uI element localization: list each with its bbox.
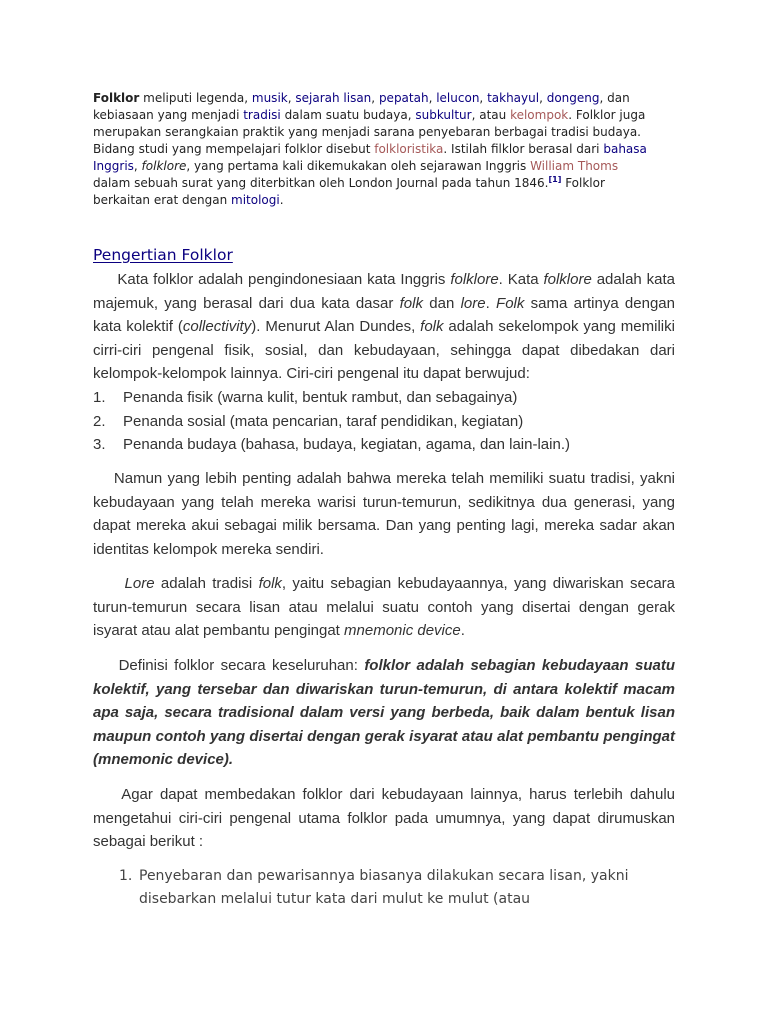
- text-run: adalah kata majemuk, yang berasal dari dua kata dasar: [93, 271, 675, 312]
- characteristics-list: [119, 865, 675, 911]
- wiki-link[interactable]: lelucon: [436, 91, 480, 105]
- italic-term: folklore: [141, 159, 187, 173]
- list-text: Penyebaran dan pewarisannya biasanya dilakukan secara lisan, yakni disebarkan melalui tutur kata dari mulut ke mulut (atau: [139, 868, 629, 907]
- text-run: adalah tradisi: [154, 575, 259, 592]
- wiki-link[interactable]: takhayul: [487, 91, 540, 105]
- wiki-link-missing[interactable]: kelompok: [510, 108, 569, 122]
- italic-term: folk: [399, 294, 423, 312]
- text-run: , yang pertama kali dikemukakan oleh sejarawan Inggris: [186, 159, 531, 173]
- intro-paragraph: [93, 90, 653, 209]
- text-run: ,: [479, 91, 488, 105]
- list-item: [93, 386, 675, 410]
- text-run: [93, 575, 125, 592]
- identifier-list: [93, 386, 675, 457]
- wiki-link-missing[interactable]: folkloristika: [374, 142, 444, 156]
- text-run: . Istilah filklor berasal dari: [443, 142, 604, 156]
- wiki-link-missing[interactable]: William Thoms: [530, 159, 619, 173]
- list-text: Penanda budaya (bahasa, budaya, kegiatan, agama, dan lain-lain.): [123, 436, 570, 453]
- wiki-link[interactable]: mitologi: [231, 193, 280, 207]
- text-run: dalam sebuah surat yang diterbitkan oleh London Journal pada tahun 1846.: [93, 176, 549, 190]
- italic-term: folk: [420, 318, 444, 335]
- section-heading[interactable]: Pengertian Folklor: [93, 246, 233, 264]
- text-run: ,: [371, 91, 379, 105]
- paragraph-lore: [93, 572, 675, 643]
- text-run: ,: [133, 159, 142, 173]
- list-number: 1.: [93, 389, 106, 406]
- text-run: Kata folklor adalah pengindonesiaan kata Inggris: [93, 271, 451, 288]
- text-run: dan: [422, 294, 461, 312]
- text-run: Definisi folklor secara keseluruhan:: [93, 657, 365, 674]
- text-run: . Kata: [498, 271, 544, 288]
- text-run: ). Menurut Alan Dundes,: [251, 318, 421, 335]
- list-number: 3.: [93, 436, 106, 453]
- text-run: Namun yang lebih penting adalah bahwa mereka telah memiliki suatu tradisi, yakni kebudayaan yang telah mereka warisi turun-temurun, sedikitnya dua generasi, yang dapat mereka akui sebagai milik bersama. Dan yang penting lagi, mereka sadar akan identitas kelompok mereka sendiri.: [93, 470, 675, 558]
- paragraph-full-definition: [93, 654, 675, 772]
- italic-term: folklore: [450, 271, 499, 288]
- italic-term: lore: [460, 294, 486, 312]
- text-run: , dan kebiasaan yang menjadi: [93, 91, 630, 122]
- text-run: ,: [539, 91, 547, 105]
- emphasis-text: folklor adalah sebagian kebudayaan suatu kolektif, yang tersebar dan diwariskan turun-temurun, di antara kolektif macam apa saja, secara tradisional dalam versi yang berbeda, baik dalam bentuk lisan maupun contoh yang disertai dengan gerak isyarat atau alat pembantu pengingat (mnemonic device).: [93, 657, 675, 768]
- text-run: .: [279, 193, 284, 207]
- text-run: ,: [428, 91, 437, 105]
- paragraph-characteristics: [93, 783, 675, 854]
- text-run: , atau: [471, 108, 511, 122]
- list-text: Penanda fisik (warna kulit, bentuk rambut, dan sebagainya): [123, 389, 518, 406]
- wiki-link[interactable]: subkultur: [415, 108, 472, 122]
- text-run: meliputi legenda,: [139, 91, 252, 105]
- text-run: ,: [287, 91, 296, 105]
- wiki-link[interactable]: pepatah: [378, 91, 429, 105]
- wiki-link[interactable]: sejarah lisan: [295, 91, 372, 105]
- text-run: Agar dapat membedakan folklor dari kebudayaan lainnya, harus terlebih dahulu mengetahui ciri-ciri pengenal utama folklor pada umumnya, yang dapat dirumuskan sebagai berikut :: [93, 786, 675, 850]
- text-run: .: [460, 622, 465, 639]
- wiki-link[interactable]: tradisi: [243, 108, 281, 122]
- text-run: dalam suatu budaya,: [280, 108, 416, 122]
- italic-term: mnemonic device: [344, 622, 461, 639]
- text-run: . Folklor juga merupakan serangkaian praktik yang menjadi sarana penyebaran berbagai tradisi budaya. Bidang studi yang mempelajari folklor disebut: [93, 108, 646, 156]
- list-number: 1.: [119, 868, 133, 884]
- italic-term: collectivity: [182, 318, 252, 335]
- wiki-link[interactable]: bahasa Inggris: [93, 142, 647, 173]
- italic-term: folk: [258, 575, 282, 592]
- italic-term: Lore: [124, 575, 155, 592]
- italic-term: Folk: [496, 294, 525, 312]
- text-run: adalah sekelompok yang memiliki cirri-ciri pengenal fisik, sosial, dan kebudayaan, sehingga dapat dibedakan dari kelompok-kelompok lainnya. Ciri-ciri pengenal itu dapat berwujud:: [93, 318, 675, 382]
- list-number: 2.: [93, 412, 106, 430]
- list-item: [93, 433, 675, 457]
- text-run: Folklor berkaitan erat dengan: [93, 176, 605, 207]
- list-item: [119, 865, 675, 911]
- text-run: sama artinya dengan kata kolektif (: [93, 294, 675, 335]
- citation-link[interactable]: [1]: [548, 175, 562, 184]
- paragraph-tradition: [93, 467, 675, 561]
- text-run: .: [485, 294, 497, 312]
- wiki-link[interactable]: musik: [251, 91, 288, 105]
- list-text: Penanda sosial (mata pencarian, taraf pendidikan, kegiatan): [123, 412, 524, 430]
- text-run: , yaitu sebagian kebudayaannya, yang diwariskan secara turun-temurun secara lisan atau melalui suatu contoh yang disertai dengan gerak isyarat atau alat pembantu pengingat: [93, 575, 675, 639]
- list-item: [93, 410, 675, 434]
- bold-term: Folklor: [93, 91, 140, 105]
- paragraph-definition: [93, 268, 675, 386]
- italic-term: folklore: [543, 271, 592, 288]
- wiki-link[interactable]: dongeng: [546, 91, 600, 105]
